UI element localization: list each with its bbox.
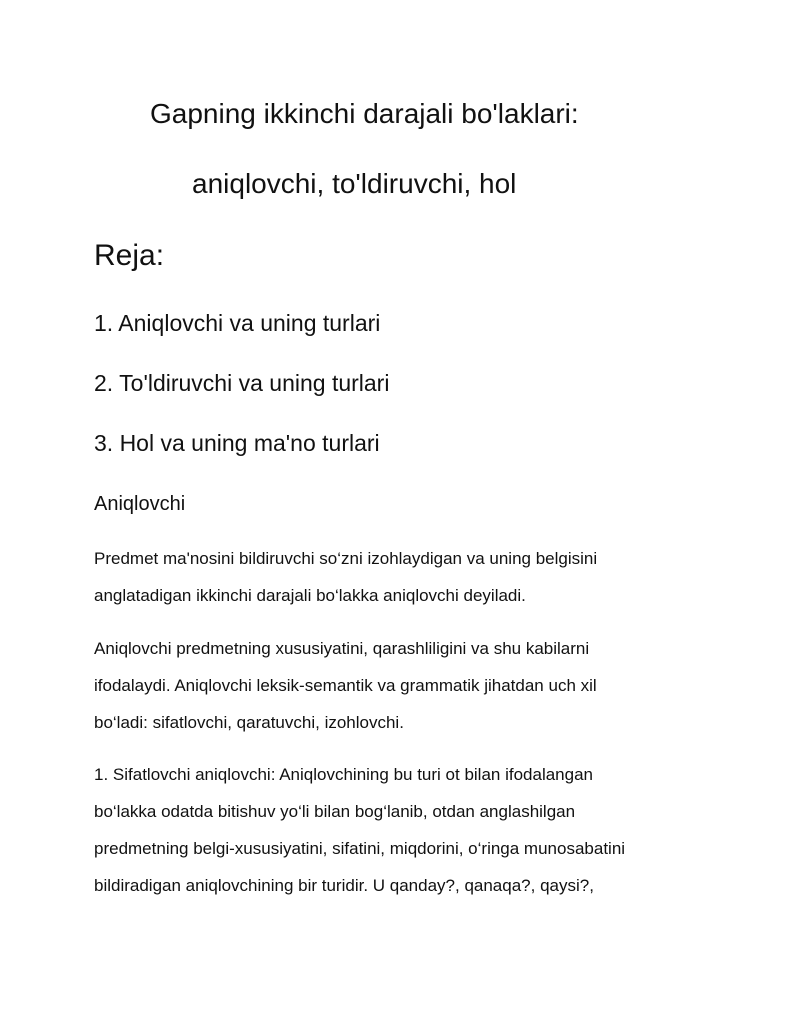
paragraph [94, 540, 734, 614]
plan-item-2: 2. To'ldiruvchi va uning turlari [94, 370, 390, 396]
paragraph-line: bildiradigan aniqlovchining bir turidir. U qanday?, qanaqa?, qaysi?, [94, 876, 594, 895]
plan-heading: Reja: [94, 239, 165, 272]
section-heading: Aniqlovchi [94, 493, 186, 515]
paragraph-line: anglatadigan ikkinchi darajali bo‘lakka aniqlovchi deyiladi. [94, 586, 526, 605]
paragraph-line: Aniqlovchi predmetning xususiyatini, qarashliligini va shu kabilarni [94, 639, 590, 658]
plan-item-3: 3. Hol va uning ma'no turlari [94, 430, 380, 456]
document-title-line-1: Gapning ikkinchi darajali bo'laklari: [150, 98, 579, 129]
paragraph-line: predmetning belgi-xususiyatini, sifatini, miqdorini, o‘ringa munosabatini [94, 839, 626, 858]
document-title-line-2: aniqlovchi, to'ldiruvchi, hol [192, 168, 517, 199]
paragraph-line: 1. Sifatlovchi aniqlovchi: Aniqlovchining bu turi ot bilan ifodalangan [94, 765, 593, 784]
paragraph [94, 630, 734, 741]
paragraph [94, 756, 734, 904]
paragraph-line: bo‘ladi: sifatlovchi, qaratuvchi, izohlovchi. [94, 713, 404, 732]
paragraph-line: ifodalaydi. Aniqlovchi leksik-semantik va grammatik jihatdan uch xil [94, 676, 597, 695]
paragraph-line: Predmet ma'nosini bildiruvchi so‘zni izohlaydigan va uning belgisini [94, 549, 598, 568]
paragraph-line: bo‘lakka odatda bitishuv yo‘li bilan bog‘lanib, otdan anglashilgan [94, 802, 576, 821]
plan-item-1: 1. Aniqlovchi va uning turlari [94, 310, 381, 336]
